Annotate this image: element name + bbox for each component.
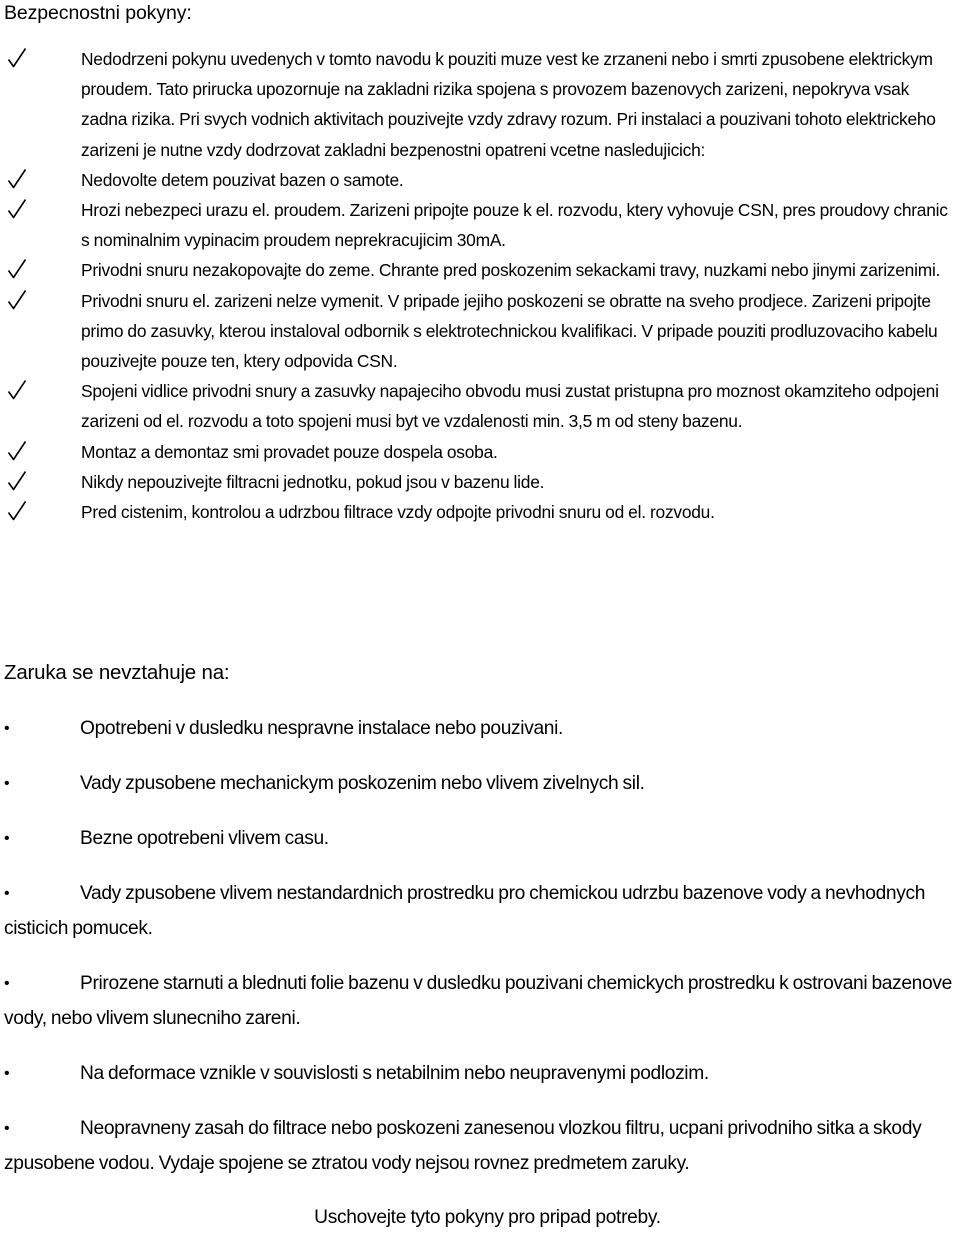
- warranty-item-text: Prirozene starnuti a blednuti folie bazenu v dusledku pouzivani chemickych prostredku k ostrovani bazenove vody, nebo vlivem slunecniho zareni.: [4, 973, 952, 1029]
- bullet-icon: •: [4, 830, 10, 847]
- warranty-item: [0, 1056, 960, 1091]
- warranty-item: [0, 711, 960, 746]
- warranty-exclusions-list: [0, 711, 960, 1201]
- safety-item: [0, 467, 960, 497]
- bullet-icon: •: [4, 1120, 10, 1137]
- safety-item: [0, 255, 960, 285]
- checkmark-icon: [7, 258, 27, 280]
- footer-note: Uschovejte tyto pokyny pro pripad potreby.: [314, 1207, 661, 1228]
- safety-item: [0, 44, 960, 165]
- safety-item: [0, 286, 960, 377]
- warranty-item: [0, 821, 960, 856]
- bullet-icon: •: [4, 775, 10, 792]
- safety-item: [0, 497, 960, 527]
- checkmark-icon: [7, 289, 27, 311]
- bullet-icon: •: [4, 975, 10, 992]
- safety-item-text: Privodni snuru nezakopovajte do zeme. Chrante pred poskozenim sekackami travy, nuzkami nebo jinymi zarizenimi.: [81, 260, 941, 281]
- checkmark-icon: [7, 470, 27, 492]
- safety-item-text: Pred cistenim, kontrolou a udrzbou filtrace vzdy odpojte privodni snuru od el. rozvodu.: [81, 502, 715, 523]
- safety-item: [0, 437, 960, 467]
- checkmark-icon: [7, 500, 27, 522]
- warranty-item: [0, 876, 960, 946]
- safety-item-text: Spojeni vidlice privodni snury a zasuvky napajeciho obvodu musi zustat pristupna pro moznost okamziteho odpojeni zarizeni od el. rozvodu a toto spojeni musi byt ve vzdalenosti min. 3,5 m od steny bazenu.: [81, 381, 939, 432]
- bullet-icon: •: [4, 885, 10, 902]
- safety-item-text: Nedodrzeni pokynu uvedenych v tomto navodu k pouziti muze vest ke zrzaneni nebo i smrti zpusobene elektrickym proudem. Tato prirucka upozornuje na zakladni rizika spojena s provozem bazenovych zarizeni, nepokryva vsak zadna rizika. Pri svych vodnich aktivitach pouzivejte vzdy zdravy rozum. Pri instalaci a pouzivani tohoto elektrickeho zarizeni je nutne vzdy dodrzovat zakladni bezpenostni opatreni vcetne nasledujicich:: [81, 49, 936, 160]
- warranty-item-text: Vady zpusobene vlivem nestandardnich prostredku pro chemickou udrzbu bazenove vody a nevhodnych cisticich pomucek.: [4, 883, 926, 939]
- checkmark-icon: [7, 47, 27, 69]
- safety-item-text: Montaz a demontaz smi provadet pouze dospela osoba.: [81, 441, 498, 462]
- safety-instructions-list: [0, 44, 960, 527]
- safety-item-text: Nedovolte detem pouzivat bazen o samote.: [81, 169, 404, 190]
- warranty-item-text: Bezne opotrebeni vlivem casu.: [80, 828, 329, 849]
- checkmark-icon: [7, 168, 27, 190]
- warranty-item-text: Opotrebeni v dusledku nespravne instalace nebo pouzivani.: [80, 718, 563, 739]
- page-title: Bezpecnostni pokyny:: [4, 2, 192, 24]
- safety-item-text: Privodni snuru el. zarizeni nelze vymenit. V pripade jejiho poskozeni se obratte na sveho prodjece. Zarizeni pripojte primo do zasuvky, kterou instaloval odbornik s elektrotechnickou kvalifikaci. V pripade pouziti prodluzovaciho kabelu pouzivejte pouze ten, ktery odpovida CSN.: [81, 290, 938, 372]
- warranty-item: [0, 766, 960, 801]
- safety-item-text: Nikdy nepouzivejte filtracni jednotku, pokud jsou v bazenu lide.: [81, 471, 545, 492]
- warranty-item-text: Vady zpusobene mechanickym poskozenim nebo vlivem zivelnych sil.: [80, 773, 645, 794]
- bullet-icon: •: [4, 720, 10, 737]
- checkmark-icon: [7, 379, 27, 401]
- safety-item-text: Hrozi nebezpeci urazu el. proudem. Zarizeni pripojte pouze k el. rozvodu, ktery vyhovuje CSN, pres proudovy chranic s nominalnim vypinacim proudem neprekracujicim 30mA.: [81, 200, 948, 251]
- checkmark-icon: [7, 440, 27, 462]
- bullet-icon: •: [4, 1065, 10, 1082]
- warranty-item-text: Neopravneny zasah do filtrace nebo poskozeni zanesenou vlozkou filtru, ucpani privodniho sitka a skody zpusobene vodou. Vydaje spojene se ztratou vody nejsou rovnez predmetem zaruky.: [4, 1118, 922, 1174]
- safety-item: [0, 376, 960, 436]
- safety-item: [0, 165, 960, 195]
- warranty-item: [0, 1111, 960, 1181]
- warranty-item: [0, 966, 960, 1036]
- safety-item: [0, 195, 960, 255]
- warranty-item-text: Na deformace vznikle v souvislosti s netabilnim nebo neupravenymi podlozim.: [80, 1063, 709, 1084]
- checkmark-icon: [7, 198, 27, 220]
- warranty-heading: Zaruka se nevztahuje na:: [4, 661, 230, 684]
